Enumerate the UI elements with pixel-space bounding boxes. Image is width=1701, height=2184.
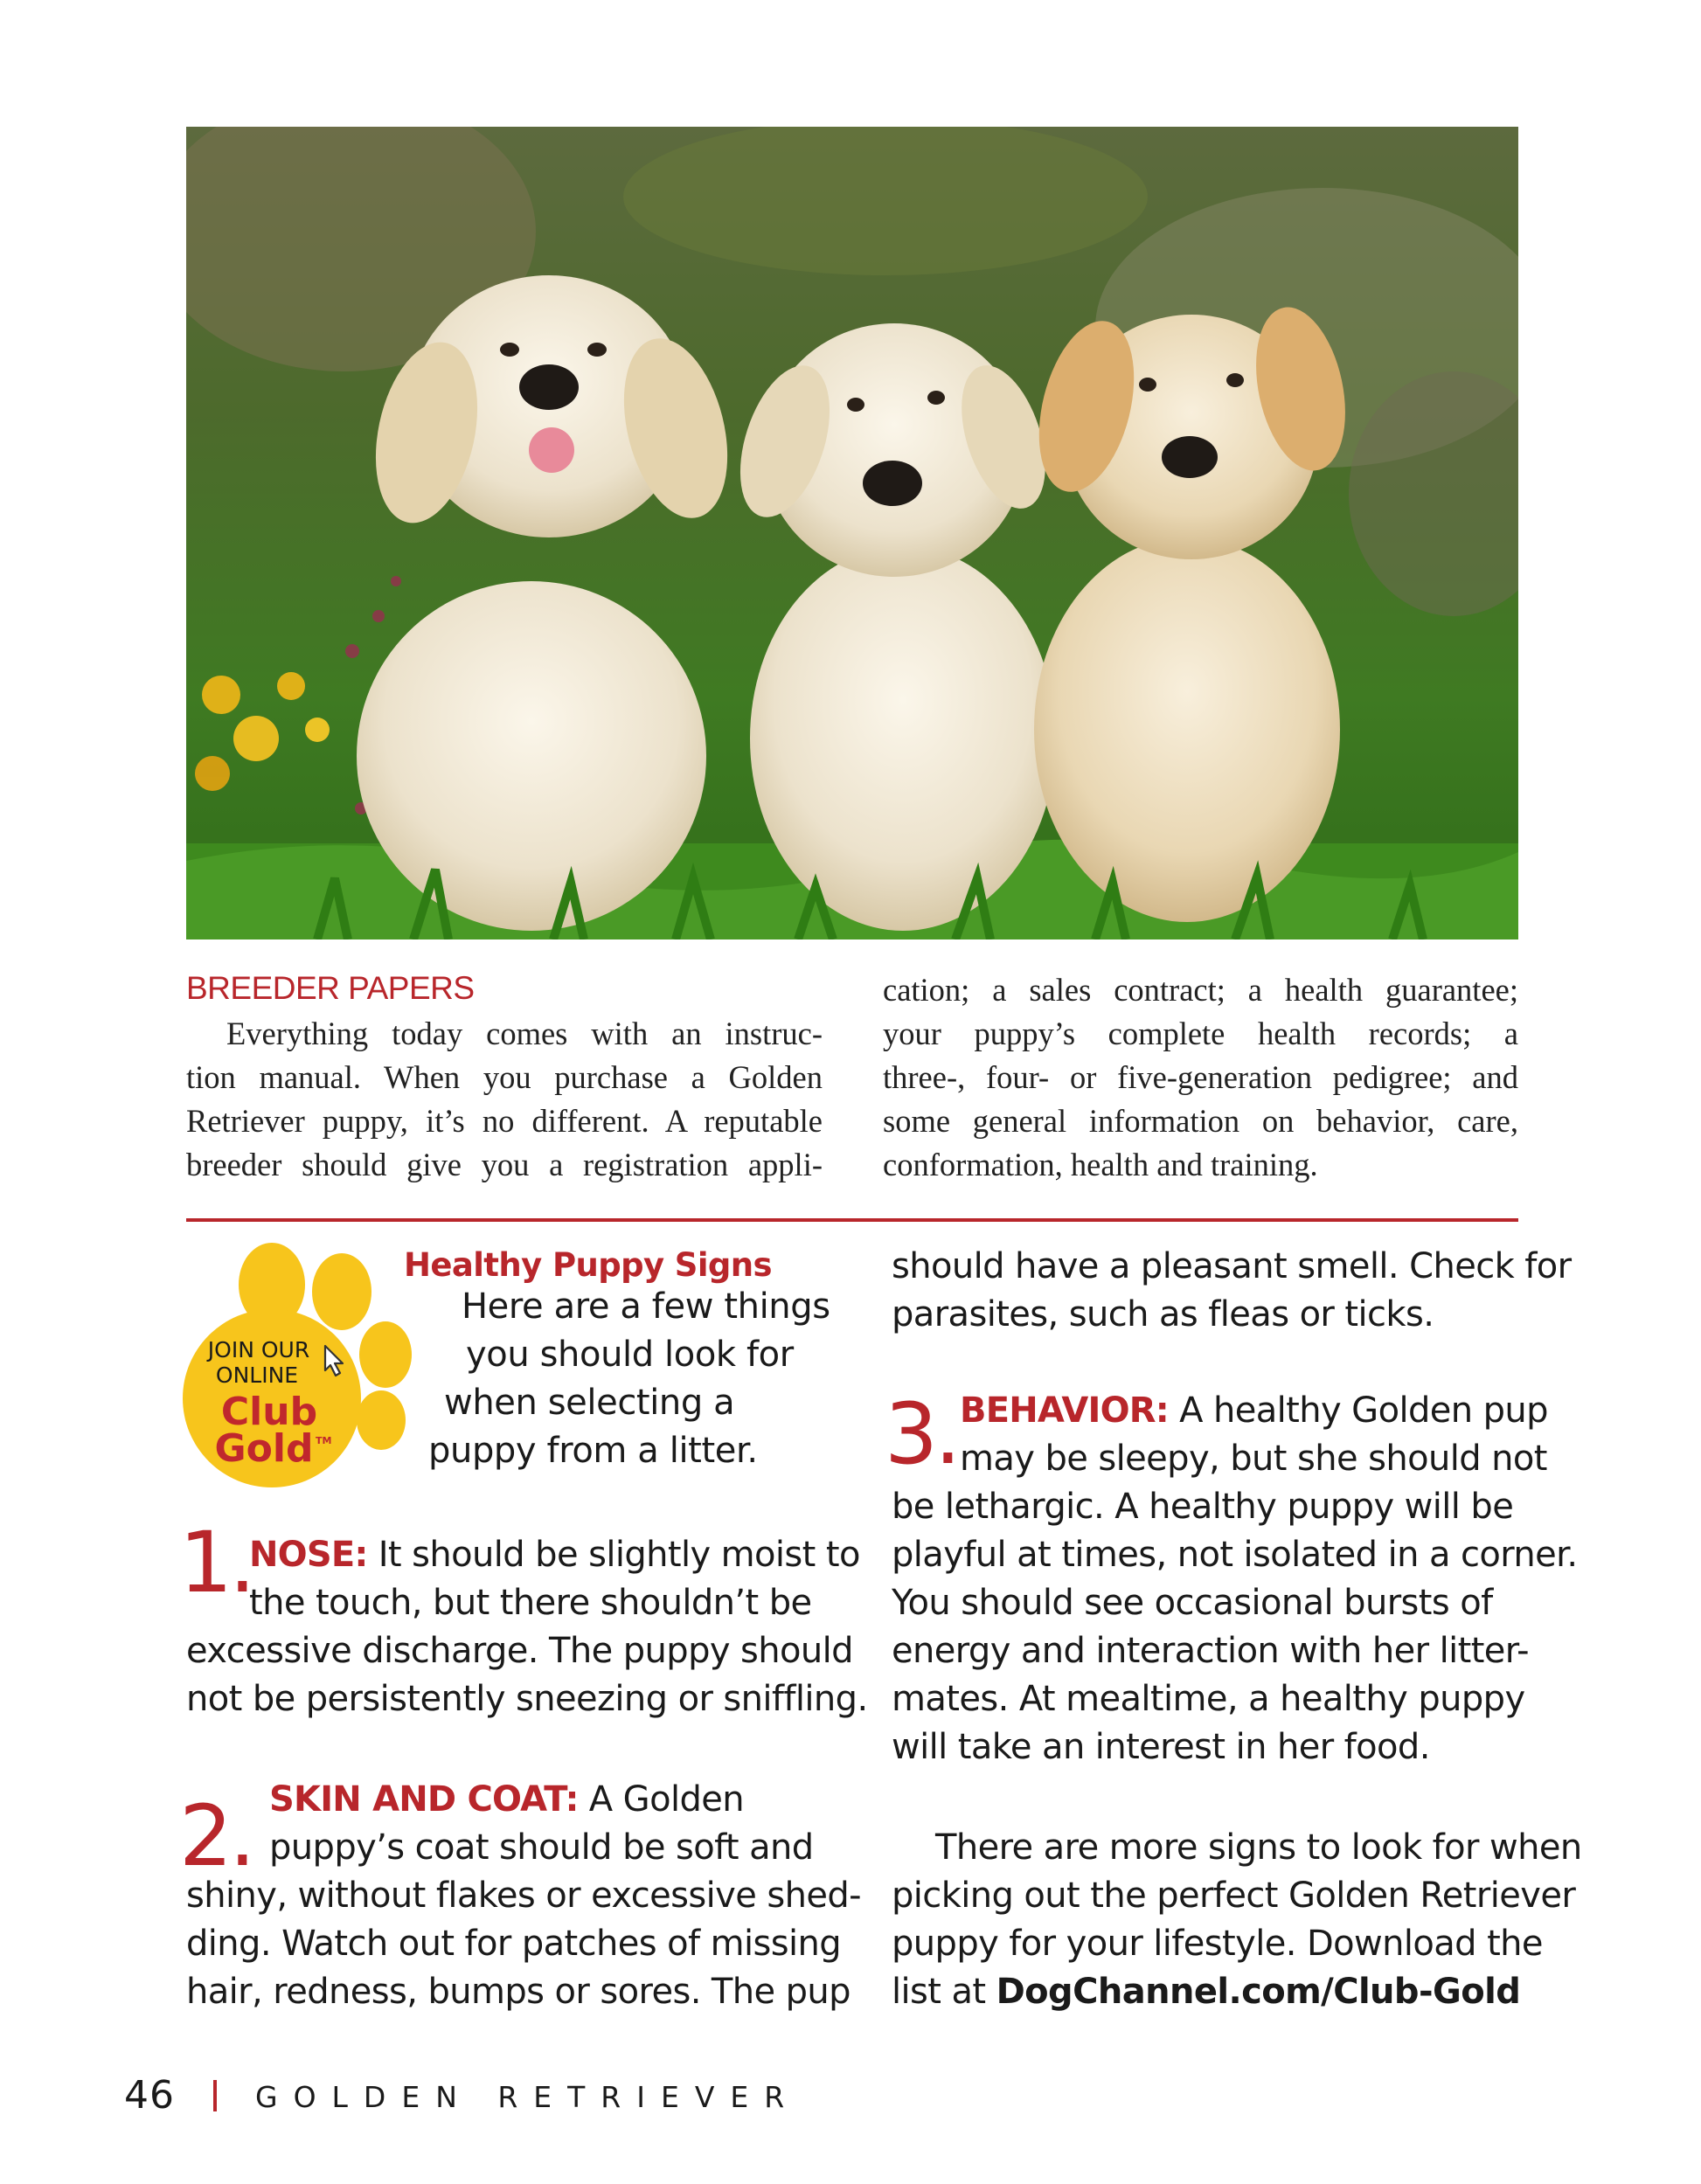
page-number: 46: [124, 2073, 175, 2118]
paragraph-line: three-, four- or five-generation pedigree; and: [883, 1059, 1518, 1095]
badge-line2: ONLINE: [215, 1362, 299, 1388]
breeder-papers-heading: BREEDER PAPERS: [186, 970, 475, 1006]
sign-1-first-text: It should be slightly moist to: [367, 1535, 860, 1575]
intro-line: when selecting a: [444, 1383, 735, 1423]
club-gold-badge[interactable]: [171, 1232, 425, 1490]
badge-line1: JOIN OUR: [207, 1337, 310, 1362]
paw-petal: [359, 1321, 412, 1388]
sign-2-first-text: A Golden: [578, 1779, 745, 1820]
sign-line: puppy’s coat should be soft and: [269, 1827, 814, 1868]
sign-number-2: 2.: [179, 1787, 253, 1885]
sign-number-3: 3.: [885, 1385, 958, 1483]
more-line: puppy for your lifestyle. Download the: [892, 1924, 1543, 1964]
badge-trademark: TM: [316, 1435, 332, 1446]
sign-line: ding. Watch out for patches of missing: [186, 1924, 842, 1964]
more-last-line: [892, 1972, 1520, 2012]
more-line: picking out the perfect Golden Retriever: [892, 1875, 1576, 1916]
sign-line: excessive discharge. The puppy should: [186, 1631, 853, 1671]
puppies-illustration: [186, 127, 1518, 939]
paragraph-line: breeder should give you a registration appli-: [186, 1147, 823, 1182]
badge-gold: Gold: [214, 1426, 314, 1471]
sign-3-first-text: A healthy Golden pup: [1168, 1390, 1548, 1431]
sign-3-label: BEHAVIOR:: [960, 1390, 1169, 1431]
sign-1-label: NOSE:: [249, 1535, 368, 1575]
paragraph-line: Everything today comes with an instruc-: [226, 1016, 823, 1051]
sign-2-label: SKIN AND COAT:: [269, 1779, 579, 1820]
sign-2-first-line: [269, 1779, 744, 1820]
paragraph-line: your puppy’s complete health records; a: [883, 1016, 1518, 1051]
sign-line: not be persistently sneezing or sniffling.: [186, 1679, 868, 1719]
breeder-papers-left-column: [186, 1012, 823, 1187]
puppies-photo: [186, 127, 1518, 939]
more-prefix: list at: [892, 1972, 996, 2012]
paragraph-line: Retriever puppy, it’s no different. A reputable: [186, 1103, 823, 1139]
sign-1-first-line: [249, 1535, 860, 1575]
sign-line: may be sleepy, but she should not: [960, 1439, 1547, 1479]
intro-line: you should look for: [466, 1335, 794, 1375]
sign-line: playful at times, not isolated in a corner.: [892, 1535, 1578, 1575]
sign-line: mates. At mealtime, a healthy puppy: [892, 1679, 1525, 1719]
paw-petal: [357, 1390, 406, 1450]
sign-line: energy and interaction with her litter-: [892, 1631, 1529, 1671]
sign-line: will take an interest in her food.: [892, 1727, 1430, 1767]
sign-line: the touch, but there shouldn’t be: [249, 1583, 812, 1623]
sign-3-first-line: [960, 1390, 1548, 1431]
paragraph-line: tion manual. When you purchase a Golden: [186, 1059, 823, 1095]
sign-line: should have a pleasant smell. Check for: [892, 1246, 1572, 1286]
sign-line: You should see occasional bursts of: [892, 1583, 1493, 1623]
paragraph-line: conformation, health and training.: [883, 1147, 1318, 1182]
footer-divider: [213, 2080, 217, 2111]
breeder-papers-right-column: [883, 968, 1518, 1187]
section-divider: [186, 1218, 1518, 1222]
sign-line: hair, redness, bumps or sores. The pup: [186, 1972, 850, 2012]
paragraph-line: cation; a sales contract; a health guarantee;: [883, 972, 1518, 1008]
paw-badge-graphic: [171, 1232, 425, 1490]
running-title: GOLDEN RETRIEVER: [255, 2080, 801, 2114]
sign-number-1: 1.: [179, 1514, 253, 1612]
paw-petal: [312, 1253, 371, 1330]
more-line: There are more signs to look for when: [935, 1827, 1582, 1868]
intro-line: Here are a few things: [462, 1286, 830, 1327]
intro-line: puppy from a litter.: [428, 1431, 758, 1471]
sign-line: shiny, without flakes or excessive shed-: [186, 1875, 861, 1916]
sign-line: be lethargic. A healthy puppy will be: [892, 1487, 1514, 1527]
paragraph-line: some general information on behavior, care,: [883, 1103, 1518, 1139]
sign-line: parasites, such as fleas or ticks.: [892, 1294, 1434, 1335]
club-gold-link[interactable]: DogChannel.com/Club-Gold: [996, 1972, 1521, 2012]
healthy-puppy-signs-heading: Healthy Puppy Signs: [404, 1246, 772, 1284]
badge-club: Club: [220, 1390, 318, 1434]
